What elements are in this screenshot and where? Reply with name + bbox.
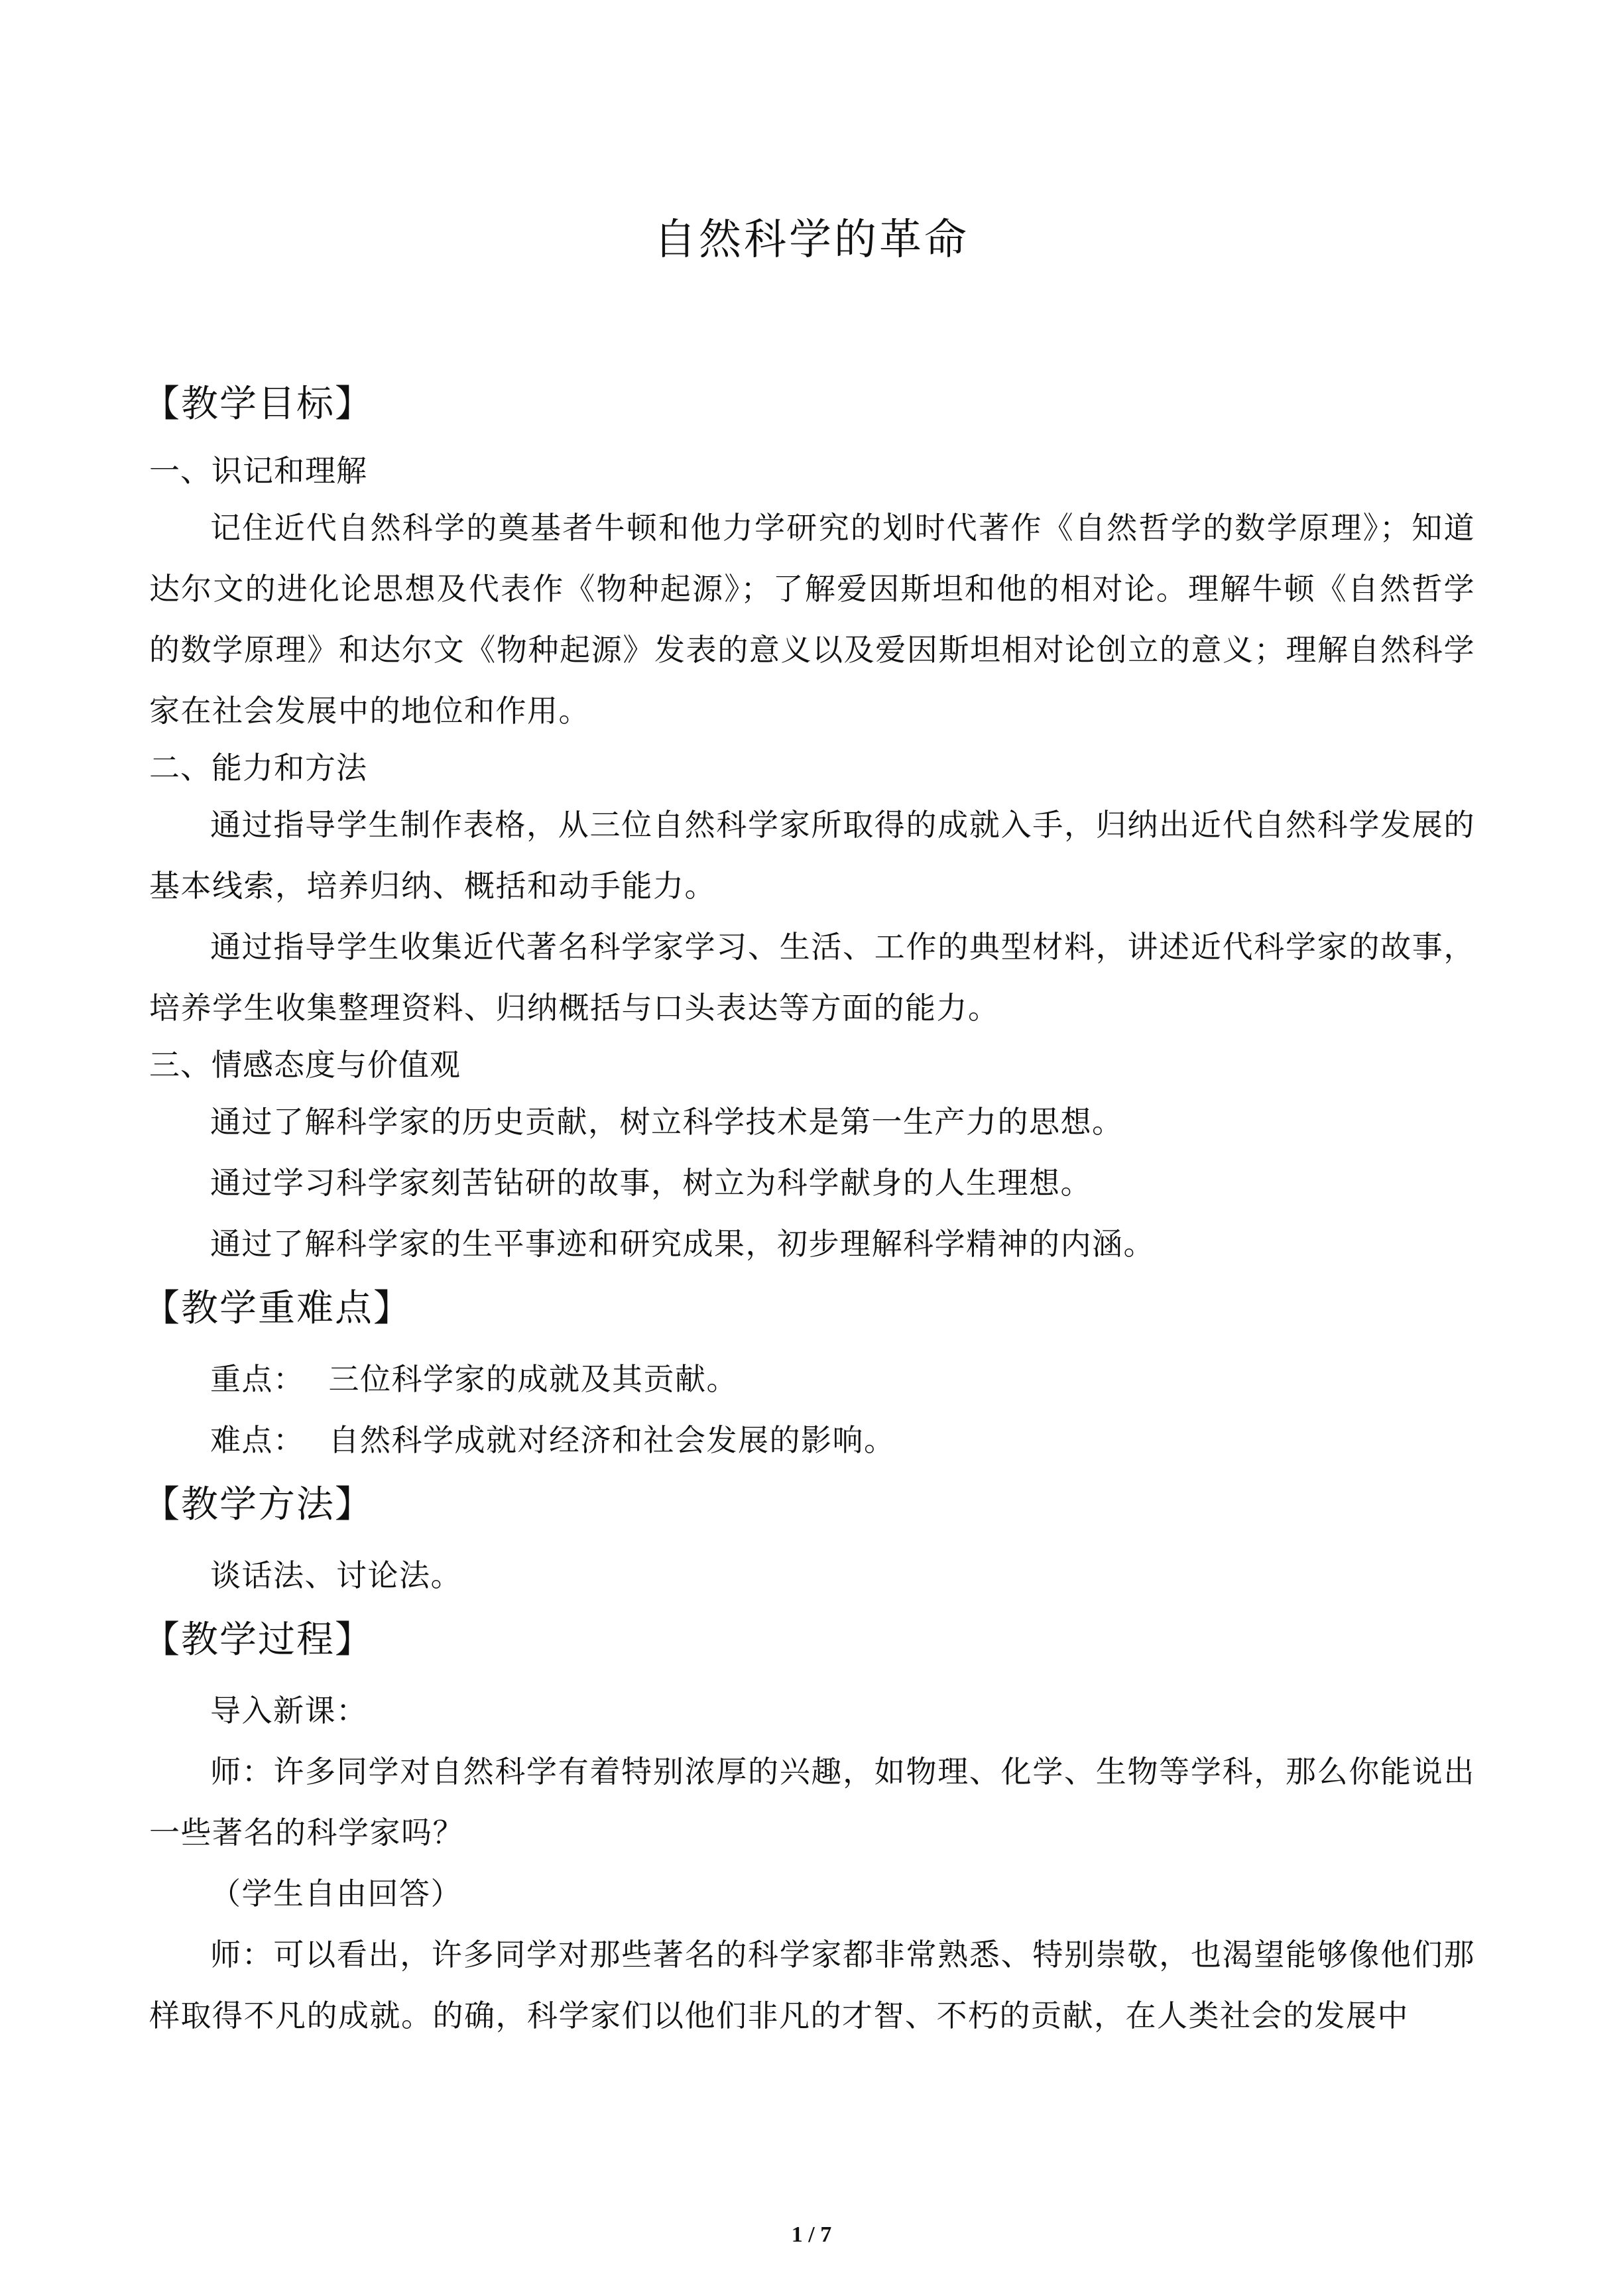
paragraph: 通过指导学生收集近代著名科学家学习、生活、工作的典型材料，讲述近代科学家的故事，培养学生收集整理资料、归纳概括与口头表达等方面的能力。	[149, 929, 1475, 1026]
focus-label: 重点：	[210, 1361, 305, 1397]
focus-text: 三位科学家的成就及其贡献。	[328, 1361, 738, 1397]
section-heading-key-points: 【教学重难点】	[143, 1287, 412, 1330]
document-body	[143, 378, 1475, 2046]
difficulty-line	[149, 1410, 1475, 1471]
difficulty-label: 难点：	[210, 1422, 305, 1458]
paragraph: （学生自由回答）	[210, 1876, 462, 1911]
section-heading-methods: 【教学方法】	[143, 1483, 373, 1526]
paragraph: 通过学习科学家刻苦钻研的故事，树立为科学献身的人生理想。	[210, 1165, 1092, 1201]
page-title: 自然科学的革命	[654, 215, 969, 265]
subheading-ability: 二、能力和方法	[149, 750, 367, 786]
paragraph: 通过指导学生制作表格，从三位自然科学家所取得的成就入手，归纳出近代自然科学发展的基本线索，培养归纳、概括和动手能力。	[149, 807, 1475, 904]
paragraph: 通过了解科学家的生平事迹和研究成果，初步理解科学精神的内涵。	[210, 1226, 1155, 1262]
paragraph: 通过了解科学家的历史贡献，树立科学技术是第一生产力的思想。	[210, 1104, 1124, 1140]
paragraph: 师：可以看出，许多同学对那些著名的科学家都非常熟悉、特别崇敬，也渴望能够像他们那样取得不凡的成就。的确，科学家们以他们非凡的才智、不朽的贡献，在人类社会的发展中	[149, 1937, 1475, 2033]
page-number: 1 / 7	[791, 2222, 832, 2247]
difficulty-text: 自然科学成就对经济和社会发展的影响。	[328, 1422, 896, 1458]
focus-line	[149, 1349, 1475, 1410]
paragraph: 记住近代自然科学的奠基者牛顿和他力学研究的划时代著作《自然哲学的数学原理》；知道达尔文的进化论思想及代表作《物种起源》；了解爱因斯坦和他的相对论。理解牛顿《自然哲学的数学原理》和达尔文《物种起源》发表的意义以及爱因斯坦相对论创立的意义；理解自然科学家在社会发展中的地位和作用。	[149, 510, 1475, 729]
subheading-values: 三、情感态度与价值观	[149, 1047, 461, 1083]
section-heading-process: 【教学过程】	[143, 1618, 373, 1662]
subheading-recall: 一、识记和理解	[149, 453, 367, 489]
section-heading-objectives: 【教学目标】	[143, 383, 373, 426]
intro-line: 导入新课：	[210, 1693, 368, 1728]
paragraph: 师：许多同学对自然科学有着特别浓厚的兴趣，如物理、化学、生物等学科，那么你能说出一些著名的科学家吗？	[149, 1754, 1475, 1850]
methods-text: 谈话法、讨论法。	[210, 1557, 462, 1593]
